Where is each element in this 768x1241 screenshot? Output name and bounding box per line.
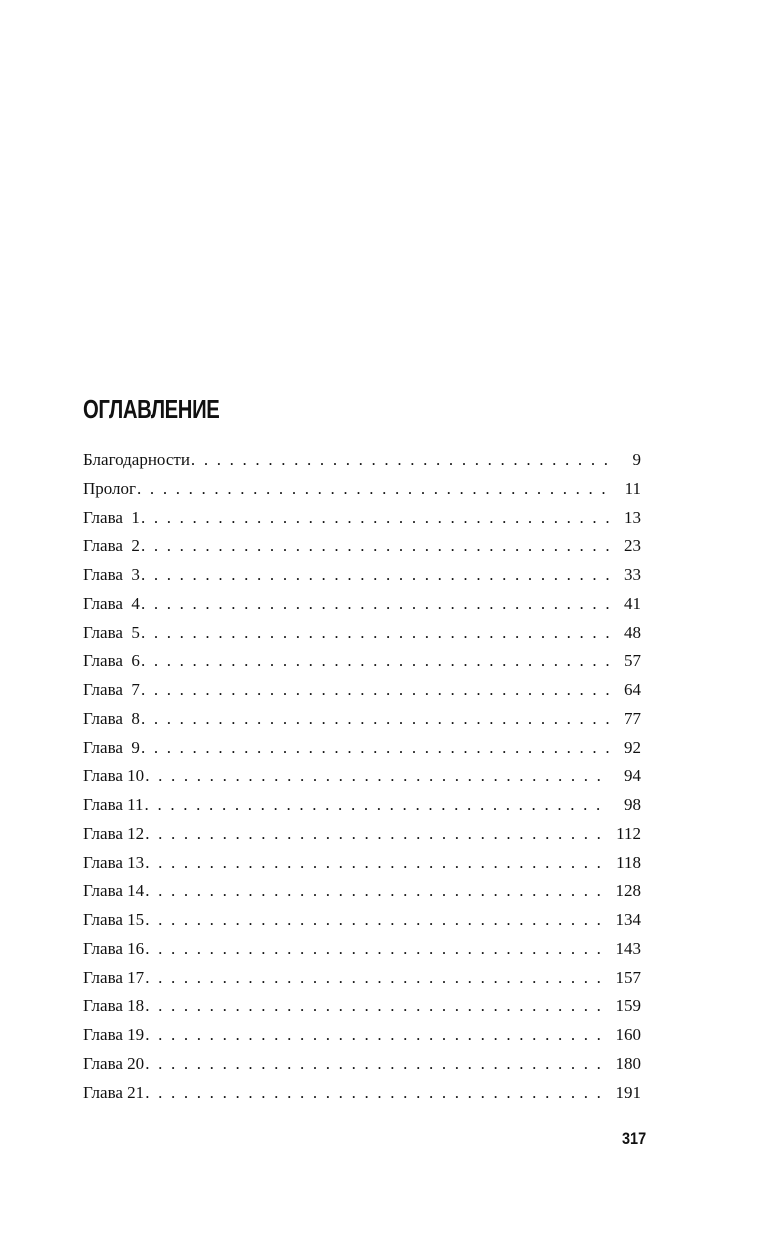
toc-entry-page: 48 xyxy=(624,622,641,642)
toc-entry xyxy=(83,849,641,878)
toc-entry-label: Глава 8 xyxy=(83,708,140,728)
toc-entry-label: Глава 21 xyxy=(83,1082,145,1102)
toc-entry-label: Глава 10 xyxy=(83,766,145,786)
toc-entry-label: Глава 12 xyxy=(83,823,145,843)
toc-dot-leader xyxy=(145,791,609,820)
toc-entry-label: Глава 19 xyxy=(83,1025,145,1044)
toc-dot-leader xyxy=(141,590,609,619)
toc-entry xyxy=(83,1050,641,1079)
toc-entry-label: Глава 6 xyxy=(83,651,140,671)
toc-dot-leader xyxy=(145,935,609,964)
toc-dot-leader xyxy=(141,647,609,676)
toc-entry-page: 9 xyxy=(632,450,641,469)
toc-entry-label: Благодарности xyxy=(83,450,190,469)
toc-entry xyxy=(83,676,641,705)
toc-dot-leader xyxy=(145,1021,609,1050)
toc-entry xyxy=(83,734,641,763)
toc-entry-label: Глава 7 xyxy=(83,680,140,699)
toc-entry-label: Глава 9 xyxy=(83,737,140,757)
toc-entry xyxy=(83,504,641,533)
toc-entry-page: 180 xyxy=(615,1053,641,1073)
toc-entry xyxy=(83,820,641,849)
toc-entry-label: Глава 14 xyxy=(83,881,145,901)
toc-entry-page: 112 xyxy=(616,823,641,843)
toc-entry xyxy=(83,791,641,820)
toc-entry-label: Глава 2 xyxy=(83,536,140,556)
toc-entry-page: 41 xyxy=(624,593,641,613)
toc-entry-page: 11 xyxy=(624,478,641,498)
toc-entry-page: 33 xyxy=(624,565,641,584)
toc-entry xyxy=(83,906,641,935)
toc-title: ОГЛАВЛЕНИЕ xyxy=(83,394,220,424)
toc-entry xyxy=(83,561,641,590)
toc-entry xyxy=(83,762,641,791)
toc-entry xyxy=(83,532,641,561)
toc-dot-leader xyxy=(145,906,609,935)
toc-entry-page: 157 xyxy=(615,967,641,987)
toc-entry-page: 98 xyxy=(624,795,641,814)
toc-entry-label: Глава 4 xyxy=(83,593,140,613)
toc-entry xyxy=(83,647,641,676)
toc-entry-page: 92 xyxy=(624,737,641,757)
toc-dot-leader xyxy=(145,1050,609,1079)
toc-entry xyxy=(83,1021,641,1050)
toc-dot-leader xyxy=(141,705,609,734)
toc-entry-page: 143 xyxy=(615,938,641,958)
toc-entry-page: 134 xyxy=(615,910,641,929)
toc-dot-leader xyxy=(145,964,609,993)
toc-entry-page: 57 xyxy=(624,651,641,671)
page-number: 317 xyxy=(622,1129,647,1148)
toc-entry xyxy=(83,446,641,475)
toc-entry-page: 118 xyxy=(616,852,641,872)
toc-dot-leader xyxy=(145,992,609,1021)
toc-entry xyxy=(83,590,641,619)
toc-entry-page: 13 xyxy=(624,507,641,527)
toc-entry-label: Глава 17 xyxy=(83,967,145,987)
toc-entry-page: 160 xyxy=(615,1025,641,1044)
toc-entry xyxy=(83,1079,641,1108)
toc-dot-leader xyxy=(141,532,609,561)
toc-entry-page: 23 xyxy=(624,536,641,556)
toc-dot-leader xyxy=(191,446,609,475)
toc-entry-page: 77 xyxy=(624,708,641,728)
toc-entry xyxy=(83,935,641,964)
toc-entry-label: Глава 1 xyxy=(83,507,140,527)
toc-entry-label: Глава 18 xyxy=(83,996,145,1016)
toc-entry-label: Пролог xyxy=(83,478,137,498)
toc-entry-page: 159 xyxy=(615,996,641,1016)
toc-dot-leader xyxy=(145,762,609,791)
toc-dot-leader xyxy=(145,820,609,849)
toc-entry xyxy=(83,877,641,906)
toc-dot-leader xyxy=(141,676,609,705)
toc-entry-label: Глава 15 xyxy=(83,910,145,929)
toc-dot-leader xyxy=(141,561,609,590)
toc-entry xyxy=(83,619,641,648)
toc-entry xyxy=(83,964,641,993)
toc-entry xyxy=(83,992,641,1021)
toc-entry-label: Глава 5 xyxy=(83,622,140,642)
toc-dot-leader xyxy=(145,849,609,878)
toc-dot-leader xyxy=(145,1079,609,1108)
toc-dot-leader xyxy=(137,475,609,504)
toc-entry-page: 191 xyxy=(615,1082,641,1102)
toc-entry-page: 64 xyxy=(624,680,641,699)
toc-entry-label: Глава 16 xyxy=(83,938,145,958)
toc-entry-label: Глава 3 xyxy=(83,565,140,584)
toc-entry-page: 94 xyxy=(624,766,641,786)
toc-dot-leader xyxy=(141,619,609,648)
toc-dot-leader xyxy=(141,734,609,763)
toc-entry-page: 128 xyxy=(615,881,641,901)
toc-entry-label: Глава 20 xyxy=(83,1053,145,1073)
table-of-contents xyxy=(83,446,641,1107)
toc-entry xyxy=(83,475,641,504)
toc-entry-label: Глава 13 xyxy=(83,852,145,872)
toc-dot-leader xyxy=(145,877,609,906)
toc-entry xyxy=(83,705,641,734)
toc-entry-label: Глава 11 xyxy=(83,795,144,814)
toc-dot-leader xyxy=(141,504,609,533)
